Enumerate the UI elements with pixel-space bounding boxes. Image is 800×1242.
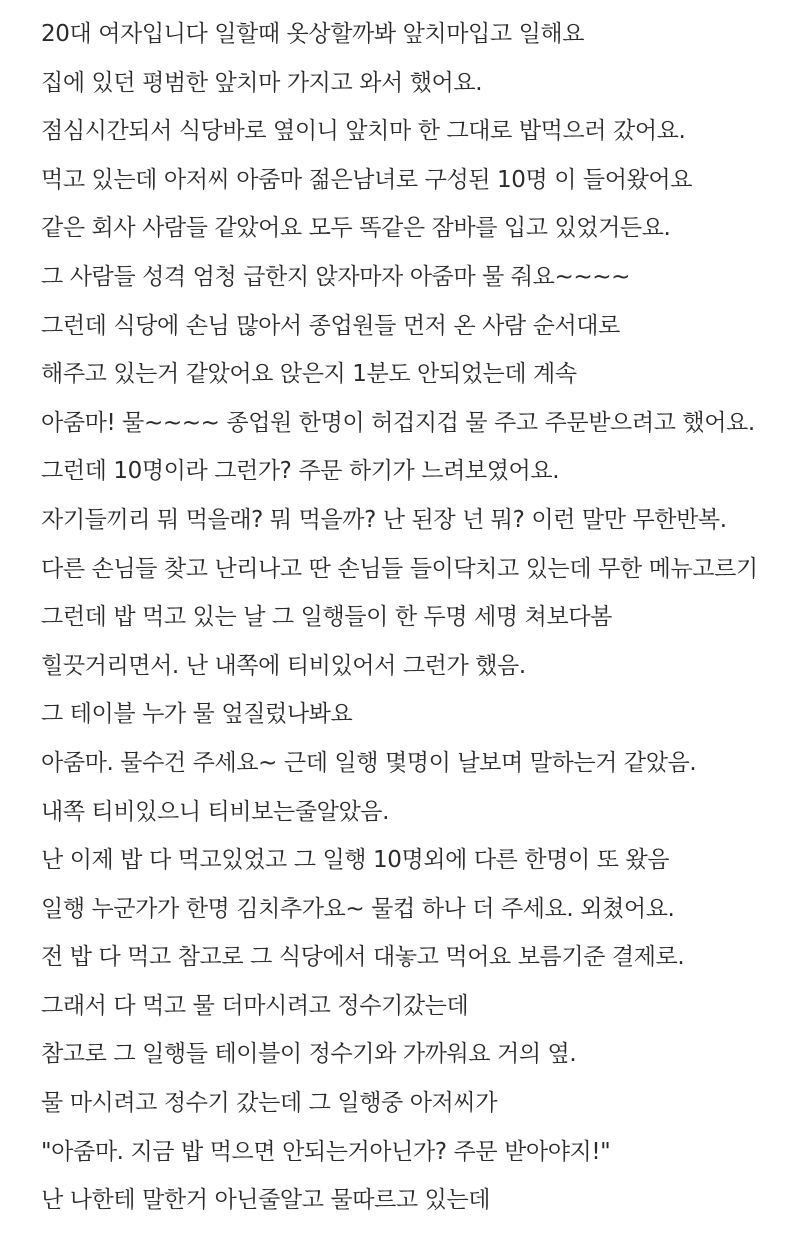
text-line: 그런데 10명이라 그런가? 주문 하기가 느려보였어요. [41, 458, 560, 485]
text-line: 내쪽 티비있으니 티비보는줄알았음. [41, 798, 390, 825]
text-line: 물 마시려고 정수기 갔는데 그 일행중 아저씨가 [41, 1090, 498, 1117]
text-line: 그래서 다 먹고 물 더마시려고 정수기갔는데 [41, 992, 469, 1019]
text-line: 아줌마! 물~~~~ 종업원 한명이 허겁지겁 물 주고 주문받으려고 했어요. [41, 409, 755, 436]
text-line: 난 이제 밥 다 먹고있었고 그 일행 10명외에 다른 한명이 또 왔음 [41, 847, 670, 874]
post-body [41, 10, 796, 1225]
text-line: 그 테이블 누가 물 엎질렀나봐요 [41, 701, 353, 728]
text-line: 같은 회사 사람들 같았어요 모두 똑같은 잠바를 입고 있었거든요. [41, 215, 671, 242]
text-line: 해주고 있는거 같았어요 앉은지 1분도 안되었는데 계속 [41, 361, 577, 388]
text-line: 그 사람들 성격 엄청 급한지 앉자마자 아줌마 물 줘요~~~~ [41, 263, 630, 290]
text-line: 힐끗거리면서. 난 내쪽에 티비있어서 그런가 했음. [41, 652, 526, 679]
text-line: 점심시간되서 식당바로 옆이니 앞치마 한 그대로 밥먹으러 갔어요. [41, 118, 686, 145]
text-line: 집에 있던 평범한 앞치마 가지고 와서 했어요. [41, 69, 483, 96]
text-line: 일행 누군가가 한명 김치추가요~ 물컵 하나 더 주세요. 외쳤어요. [41, 895, 675, 922]
text-line: "아줌마. 지금 밥 먹으면 안되는거아닌가? 주문 받아야지!" [41, 1138, 611, 1165]
text-line: 20대 여자입니다 일할때 옷상할까봐 앞치마입고 일해요 [41, 21, 585, 47]
text-line: 아줌마. 물수건 주세요~ 근데 일행 몇명이 날보며 말하는거 같았음. [41, 749, 697, 776]
text-line: 다른 손님들 찾고 난리나고 딴 손님들 들이닥치고 있는데 무한 메뉴고르기 [41, 555, 758, 582]
text-line: 먹고 있는데 아저씨 아줌마 젊은남녀로 구성된 10명 이 들어왔어요 [41, 166, 693, 193]
text-line: 참고로 그 일행들 테이블이 정수기와 가까워요 거의 옆. [41, 1041, 577, 1068]
text-line: 자기들끼리 뭐 먹을래? 뭐 먹을까? 난 된장 넌 뭐? 이런 말만 무한반복. [41, 506, 727, 533]
text-line: 전 밥 다 먹고 참고로 그 식당에서 대놓고 먹어요 보름기준 결제로. [41, 944, 685, 971]
text-line: 그런데 밥 먹고 있는 날 그 일행들이 한 두명 세명 쳐보다봄 [41, 604, 612, 631]
text-line: 그런데 식당에 손님 많아서 종업원들 먼저 온 사람 순서대로 [41, 312, 620, 339]
text-line: 난 나한테 말한거 아닌줄알고 물따르고 있는데 [41, 1187, 491, 1214]
